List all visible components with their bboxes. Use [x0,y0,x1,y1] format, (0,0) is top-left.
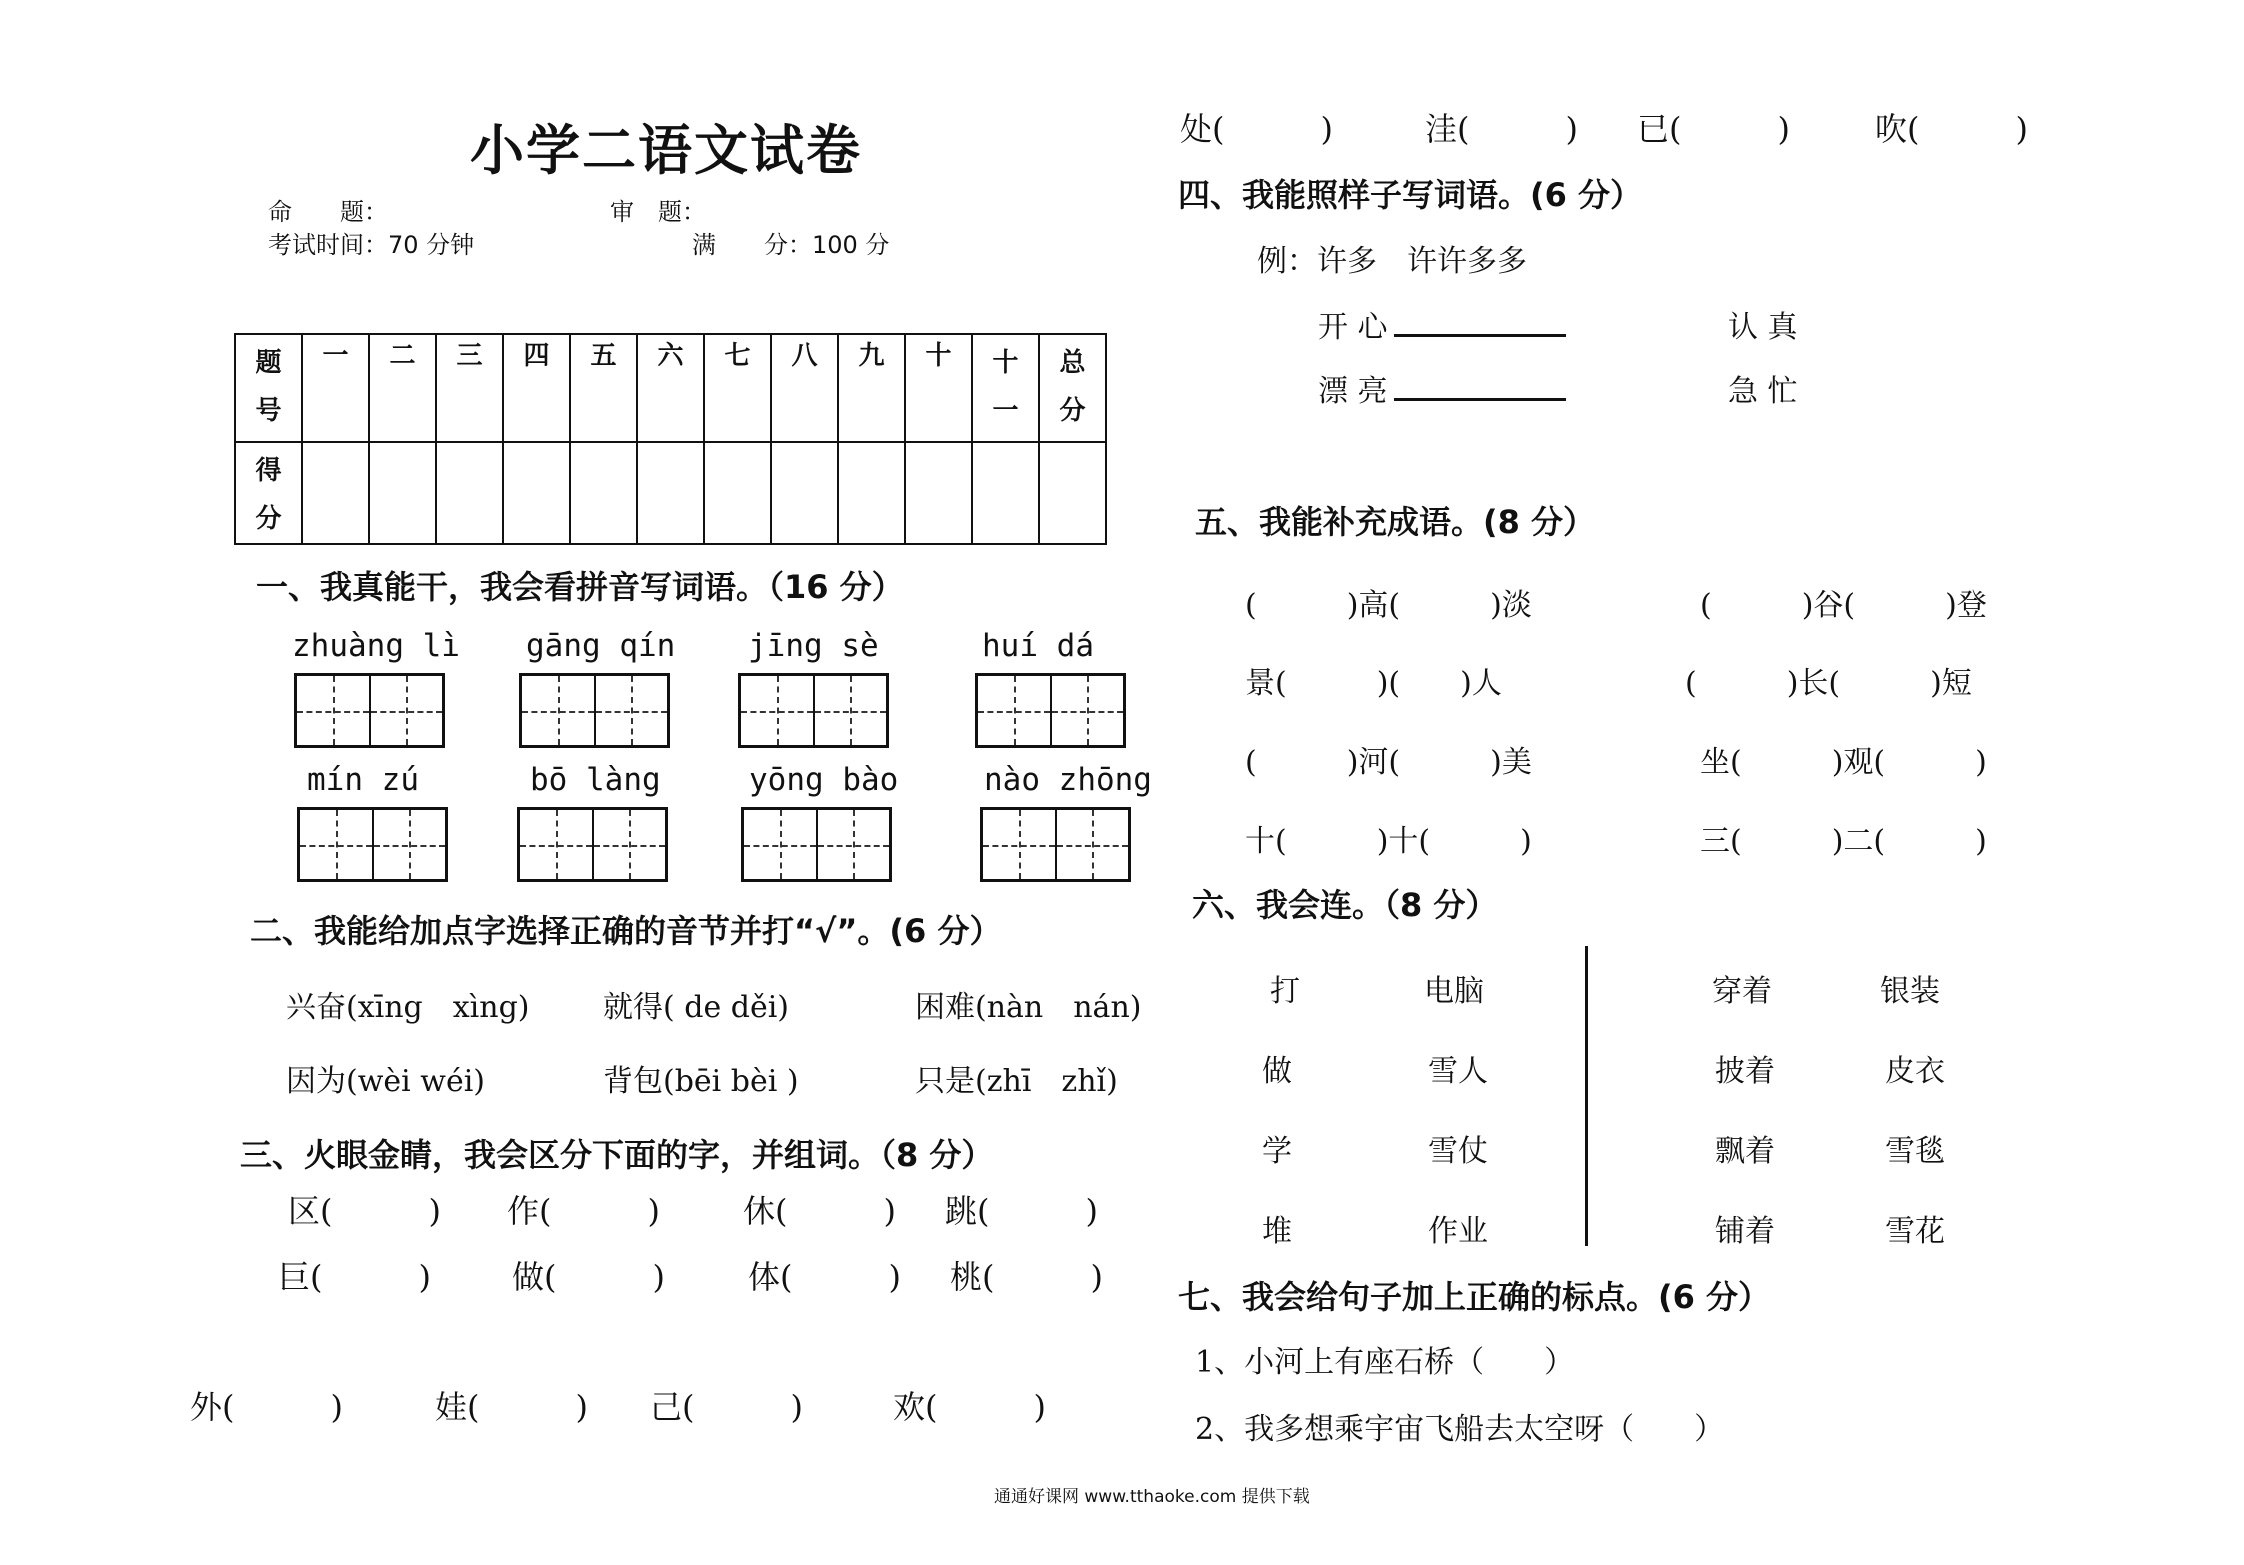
score-cell[interactable] [1039,442,1106,544]
section-4-heading: 四、我能照样子写词语。(6 分） [1178,176,1643,214]
score-cell[interactable] [771,442,838,544]
section-5-heading: 五、我能补充成语。(8 分） [1195,503,1596,541]
answer-line[interactable] [1394,308,1566,337]
word-item: 开 心 [1318,302,1566,346]
section-6-heading: 六、我会连。（8 分） [1192,886,1498,924]
question-number-cell: 四 [503,334,570,442]
score-cell[interactable] [905,442,972,544]
idiom-blank[interactable]: 坐( )观( ) [1700,745,1987,780]
pinyin-label: huí dá [982,628,1094,664]
reviewer-label: 审 题： [610,198,706,226]
pinyin-choice[interactable]: 只是(zhī zhǐ) [915,1064,1118,1099]
match-item[interactable]: 铺着 [1715,1214,1775,1249]
question-number-cell: 八 [771,334,838,442]
score-cell[interactable] [570,442,637,544]
writing-grid[interactable] [517,807,668,882]
word-blank[interactable]: 休( ) [743,1192,896,1230]
word-blank[interactable]: 洼( ) [1425,110,1578,148]
proposer-label: 命 题： [268,198,388,226]
score-cell[interactable] [704,442,771,544]
idiom-blank[interactable]: ( )长( )短 [1685,666,1972,701]
word-blank[interactable]: 桃( ) [950,1258,1103,1296]
score-label-cell: 得 分 [235,442,302,544]
footer-text: 通通好课网 www.tthaoke.com 提供下载 [994,1487,1310,1507]
match-item[interactable]: 打 [1270,974,1300,1009]
question-number-cell: 二 [369,334,436,442]
score-cell[interactable] [302,442,369,544]
section-7-heading: 七、我会给句子加上正确的标点。(6 分） [1178,1278,1771,1316]
word-item: 漂 亮 [1318,366,1566,410]
pinyin-choice[interactable]: 背包(bēi bèi ) [603,1064,799,1099]
match-item[interactable]: 银装 [1880,974,1940,1009]
pinyin-label: mín zú [307,762,419,798]
word-blank[interactable]: 已( ) [1637,110,1790,148]
writing-grid[interactable] [519,673,670,748]
pinyin-choice[interactable]: 困难(nàn nán) [915,990,1142,1025]
writing-grid[interactable] [297,807,448,882]
pinyin-label: bō làng [530,762,661,798]
pinyin-choice[interactable]: 就得( de děi) [603,990,789,1025]
pinyin-choice[interactable]: 兴奋(xīng xìng) [286,990,530,1025]
match-item[interactable]: 穿着 [1712,974,1772,1009]
divider-line [1585,946,1588,1246]
word-blank[interactable]: 娃( ) [435,1388,588,1426]
pinyin-label: nào zhōng [984,762,1152,798]
idiom-blank[interactable]: 十( )十( ) [1245,824,1532,859]
question-number-cell: 七 [704,334,771,442]
idiom-blank[interactable]: 三( )二( ) [1700,824,1987,859]
pinyin-label: gāng qín [526,628,676,664]
match-item[interactable]: 学 [1262,1134,1292,1169]
sentence-item[interactable]: 2、我多想乘宇宙飞船去太空呀（ ） [1195,1412,1725,1447]
score-cell[interactable] [838,442,905,544]
match-item[interactable]: 飘着 [1715,1134,1775,1169]
match-item[interactable]: 雪花 [1885,1214,1945,1249]
match-item[interactable]: 做 [1262,1054,1292,1089]
pinyin-label: jīng sè [748,628,879,664]
question-number-cell: 十 一 [972,334,1039,442]
word-blank[interactable]: 做( ) [512,1258,665,1296]
word-blank[interactable]: 外( ) [190,1388,343,1426]
writing-grid[interactable] [980,807,1131,882]
writing-grid[interactable] [738,673,889,748]
match-item[interactable]: 作业 [1428,1214,1488,1249]
word-item: 急 忙 [1728,374,1798,409]
idiom-blank[interactable]: ( )河( )美 [1245,745,1532,780]
word-item: 认 真 [1728,310,1798,345]
match-item[interactable]: 雪仗 [1428,1134,1488,1169]
word-blank[interactable]: 巨( ) [278,1258,431,1296]
word-blank[interactable]: 己( ) [650,1388,803,1426]
full-score: 满 分：100 分 [692,231,890,259]
score-table [234,333,1107,545]
match-item[interactable]: 皮衣 [1885,1054,1945,1089]
idiom-blank[interactable]: ( )高( )淡 [1245,588,1532,623]
pinyin-choice[interactable]: 因为(wèi wéi) [286,1064,485,1099]
header-cell: 题 号 [235,334,302,442]
question-number-cell: 九 [838,334,905,442]
writing-grid[interactable] [975,673,1126,748]
score-cell[interactable] [972,442,1039,544]
total-cell: 总 分 [1039,334,1106,442]
section-1-heading: 一、我真能干，我会看拼音写词语。（16 分） [256,568,904,606]
pinyin-label: yōng bào [749,762,899,798]
word-blank[interactable]: 吹( ) [1875,110,2028,148]
sentence-item[interactable]: 1、小河上有座石桥（ ） [1195,1345,1575,1380]
exam-time: 考试时间：70 分钟 [268,231,475,259]
word-blank[interactable]: 跳( ) [945,1192,1098,1230]
match-item[interactable]: 电脑 [1424,974,1484,1009]
match-item[interactable]: 雪人 [1428,1054,1488,1089]
score-cell[interactable] [436,442,503,544]
question-number-cell: 六 [637,334,704,442]
match-item[interactable]: 雪毯 [1885,1134,1945,1169]
question-number-cell: 一 [302,334,369,442]
score-cell[interactable] [637,442,704,544]
match-item[interactable]: 堆 [1262,1214,1292,1249]
example-text: 例：许多 许许多多 [1257,244,1527,279]
word-blank[interactable]: 作( ) [507,1192,660,1230]
section-2-heading: 二、我能给加点字选择正确的音节并打“√”。(6 分） [250,912,1002,950]
word-blank[interactable]: 体( ) [748,1258,901,1296]
word-blank[interactable]: 区( ) [288,1192,441,1230]
writing-grid[interactable] [294,673,445,748]
idiom-blank[interactable]: 景( )( )人 [1245,666,1502,701]
match-item[interactable]: 披着 [1715,1054,1775,1089]
section-3-heading: 三、火眼金睛，我会区分下面的字，并组词。（8 分） [240,1136,994,1174]
word-blank[interactable]: 欢( ) [893,1388,1046,1426]
page-title: 小学二语文试卷 [470,119,862,182]
score-cell[interactable] [503,442,570,544]
pinyin-label: zhuàng lì [292,628,460,664]
word-blank[interactable]: 处( ) [1180,110,1333,148]
idiom-blank[interactable]: ( )谷( )登 [1700,588,1987,623]
score-cell[interactable] [369,442,436,544]
question-number-cell: 五 [570,334,637,442]
writing-grid[interactable] [741,807,892,882]
question-number-cell: 三 [436,334,503,442]
question-number-cell: 十 [905,334,972,442]
answer-line[interactable] [1394,372,1566,401]
